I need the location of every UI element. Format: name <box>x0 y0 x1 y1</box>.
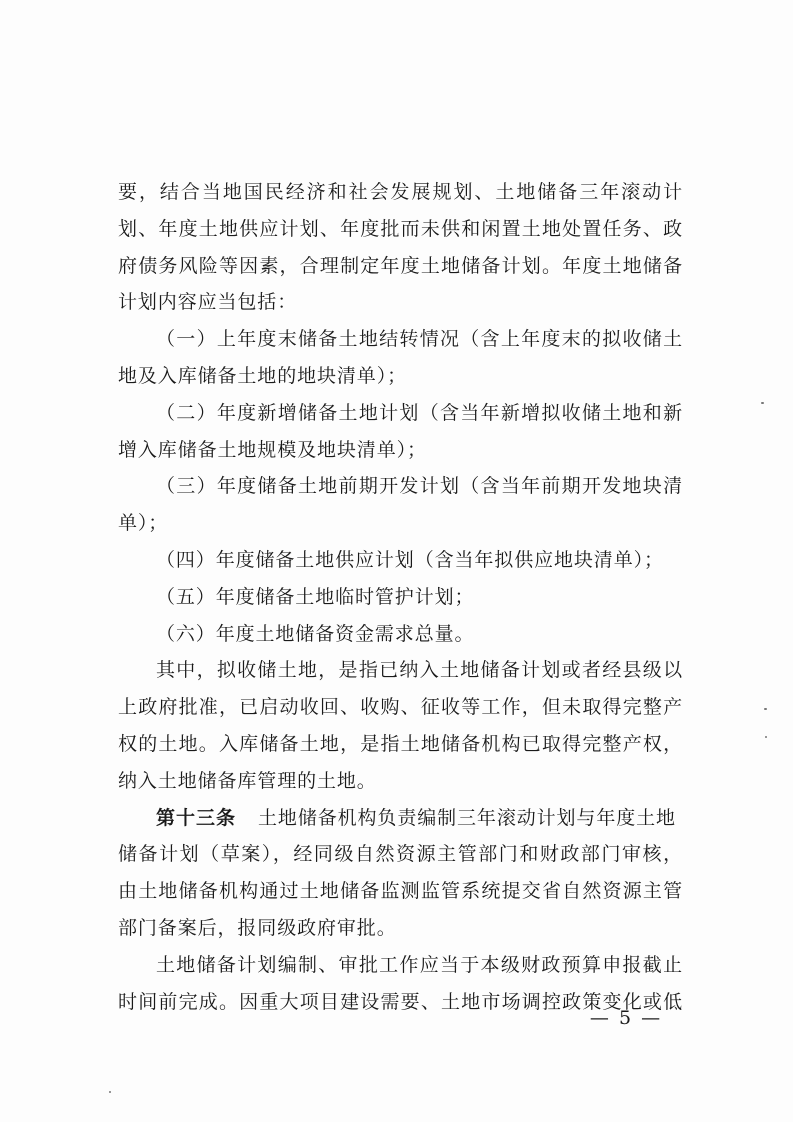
article-13-first-line <box>118 800 683 837</box>
scan-speck <box>761 402 764 404</box>
body-text <box>118 174 683 1020</box>
scan-speck <box>765 736 767 738</box>
scan-speck <box>764 708 767 710</box>
text-line: 地及入库储备土地的地块清单）； <box>118 364 408 387</box>
list-item-2: （二）年度新增储备土地计划（含当年新增拟收储土地和新 <box>156 401 683 424</box>
text-line: 府债务风险等因素，合理制定年度土地储备计划。年度土地储备 <box>118 254 683 277</box>
text-line: 储备计划（草案），经同级自然资源主管部门和财政部门审核， <box>118 843 683 866</box>
text-line: 权的土地。入库储备土地，是指土地储备机构已取得完整产权， <box>118 732 683 755</box>
list-item-6: （六）年度土地储备资金需求总量。 <box>156 622 475 645</box>
text-line: 划、年度土地供应计划、年度批而未供和闲置土地处置任务、政 <box>118 217 683 240</box>
article-13-text: 土地储备机构负责编制三年滚动计划与年度土地 <box>258 806 676 829</box>
text-line: 其中，拟收储土地，是指已纳入土地储备计划或者经县级以 <box>156 659 683 682</box>
article-label: 第十三条 <box>156 806 237 829</box>
text-line: 部门备案后，报同级政府审批。 <box>118 916 397 939</box>
text-line: 要，结合当地国民经济和社会发展规划、土地储备三年滚动计 <box>118 181 683 203</box>
text-line: 计划内容应当包括： <box>118 291 298 314</box>
list-item-1: （一）上年度末储备土地结转情况（含上年度末的拟收储土 <box>156 328 683 351</box>
text-line: 土地储备计划编制、审批工作应当于本级财政预算申报截止 <box>156 953 683 976</box>
list-item-4: （四）年度储备土地供应计划（含当年拟供应地块清单）； <box>156 548 664 571</box>
text-line: 由土地储备机构通过土地储备监测监管系统提交省自然资源主管 <box>118 880 683 903</box>
text-line: 增入库储备土地规模及地块清单）； <box>118 438 427 461</box>
text-line: 时间前完成。因重大项目建设需要、土地市场调控政策变化或低 <box>118 990 683 1013</box>
scan-speck <box>109 1091 111 1093</box>
list-item-3: （三）年度储备土地前期开发计划（含当年前期开发地块清 <box>156 475 683 498</box>
page-number: — 5 — <box>589 1007 663 1029</box>
list-item-5: （五）年度储备土地临时管护计划； <box>156 585 475 608</box>
text-line: 上政府批准，已启动收回、收购、征收等工作，但未取得完整产 <box>118 696 683 719</box>
text-line: 纳入土地储备库管理的土地。 <box>118 769 377 792</box>
text-line: 单）； <box>118 512 169 535</box>
